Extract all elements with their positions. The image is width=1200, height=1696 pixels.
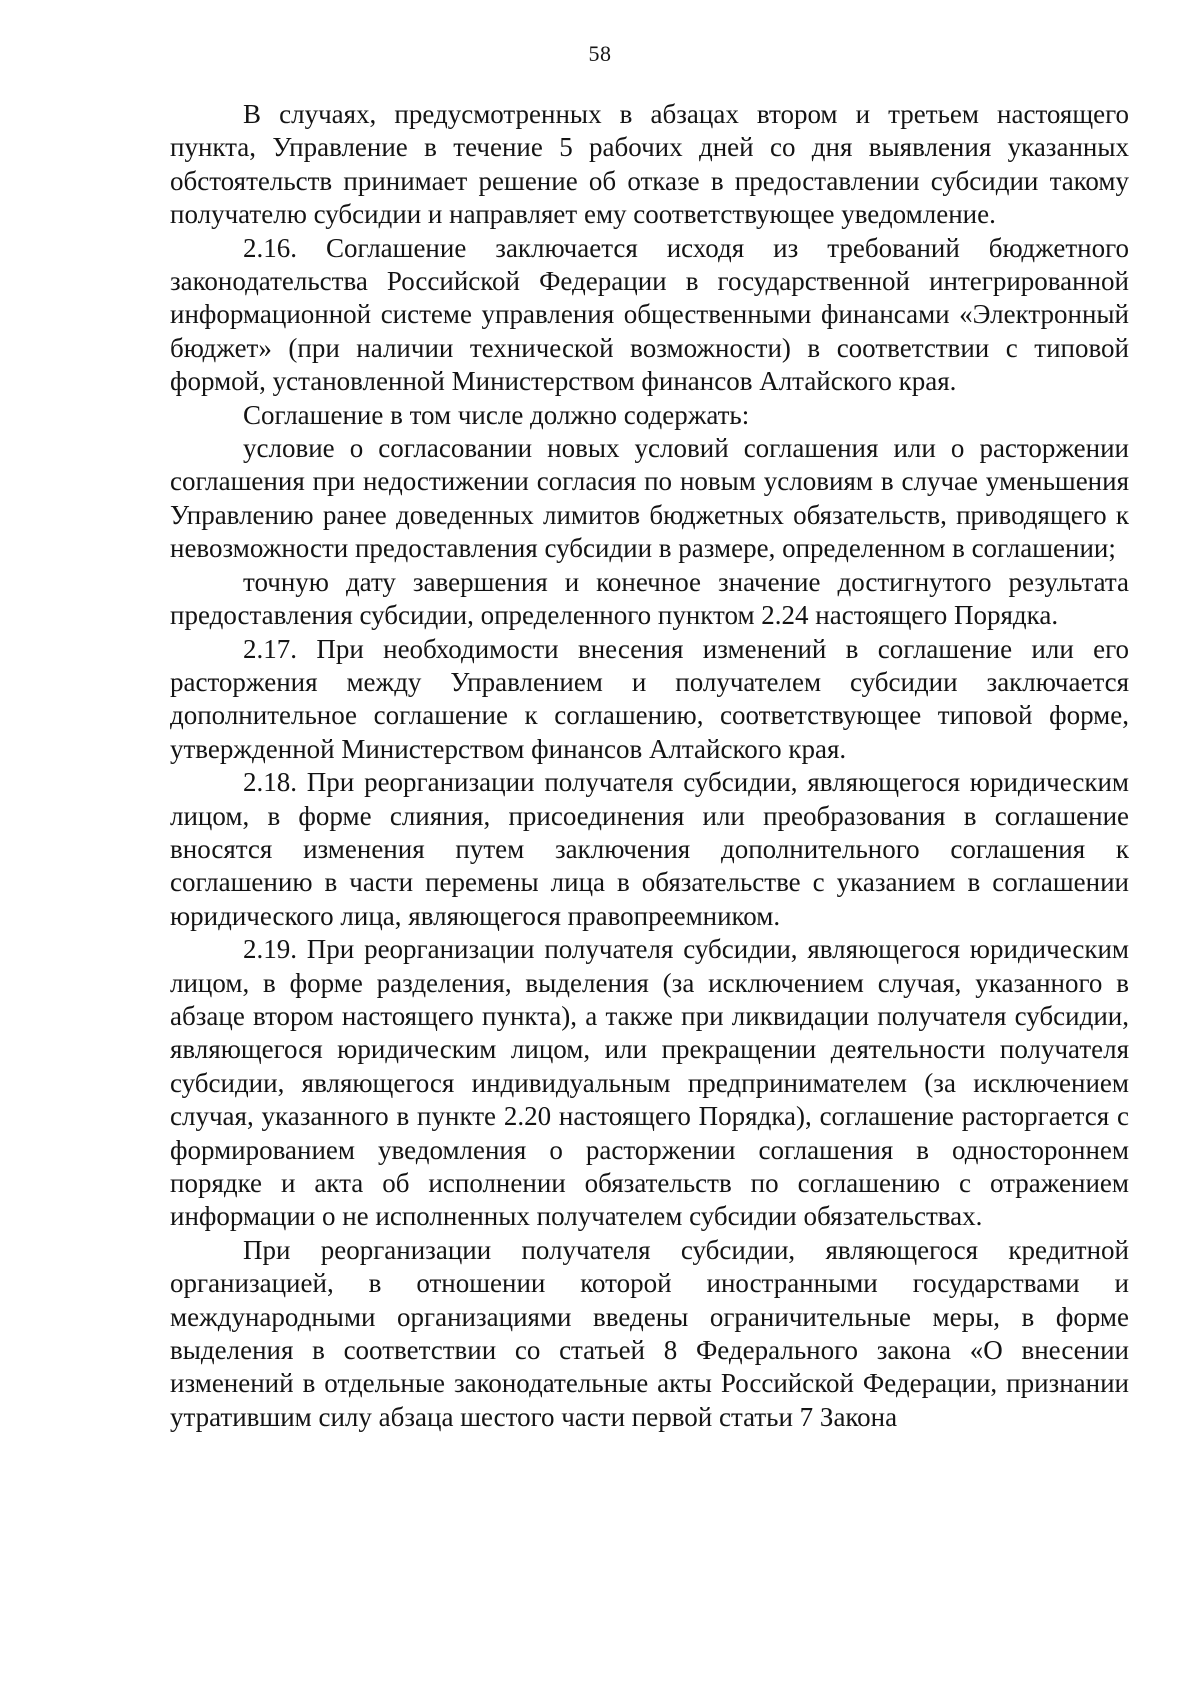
paragraph-2-16: 2.16. Соглашение заключается исходя из требований бюджетного законодательства Российской Федерации в государственной интегрированной информационной системе управления общественными финансами «Электронный бюджет» (при наличии технической возможности) в соответствии с типовой формой, установленной Министерством финансов Алтайского края. <box>170 232 1129 397</box>
document-body <box>170 98 1129 1434</box>
paragraph-credit-organization: При реорганизации получателя субсидии, являющегося кредитной организацией, в отношении которой иностранными государствами и международными организациями введены ограничительные меры, в форме выделения в соответствии со статьей 8 Федерального закона «О внесении изменений в отдельные законодательные акты Российской Федерации, признании утратившим силу абзаца шестого части первой статьи 7 Закона <box>170 1234 1129 1432</box>
paragraph-agreement-contents: Соглашение в том числе должно содержать: <box>243 399 750 430</box>
paragraph-2-17: 2.17. При необходимости внесения изменений в соглашение или его расторжения между Управлением и получателем субсидии заключается дополнительное соглашение к соглашению, соответствующее типовой форме, утвержденной Министерством финансов Алтайского края. <box>170 633 1129 764</box>
paragraph-refusal-notice: В случаях, предусмотренных в абзацах втором и третьем настоящего пункта, Управление в течение 5 рабочих дней со дня выявления указанных обстоятельств принимает решение об отказе в предоставлении субсидии такому получателю субсидии и направляет ему соответствующее уведомление. <box>170 99 1129 230</box>
paragraph-condition-limits: условие о согласовании новых условий соглашения или о расторжении соглашения при недостижении согласия по новым условиям в случае уменьшения Управлению ранее доведенных лимитов бюджетных обязательств, приводящего к невозможности предоставления субсидии в размере, определенном в соглашении; <box>170 433 1129 564</box>
paragraph-2-18: 2.18. При реорганизации получателя субсидии, являющегося юридическим лицом, в форме слияния, присоединения или преобразования в соглашение вносятся изменения путем заключения дополнительного соглашения к соглашению в части перемены лица в обязательстве с указанием в соглашении юридического лица, являющегося правопреемником. <box>170 767 1129 931</box>
paragraph-completion-date: точную дату завершения и конечное значение достигнутого результата предоставления субсидии, определенного пунктом 2.24 настоящего Порядка. <box>170 566 1129 631</box>
page-number: 58 <box>588 41 612 66</box>
paragraph-2-19: 2.19. При реорганизации получателя субсидии, являющегося юридическим лицом, в форме разделения, выделения (за исключением случая, указанного в абзаце втором настоящего пункта), а также при ликвидации получателя субсидии, являющегося юридическим лицом, или прекращении деятельности получателя субсидии, являющегося индивидуальным предпринимателем (за исключением случая, указанного в пункте 2.20 настоящего Порядка), соглашение расторгается с формированием уведомления о расторжении соглашения в одностороннем порядке и акта об исполнении обязательств по соглашению с отражением информации о не исполненных получателем субсидии обязательствах. <box>170 934 1129 1232</box>
